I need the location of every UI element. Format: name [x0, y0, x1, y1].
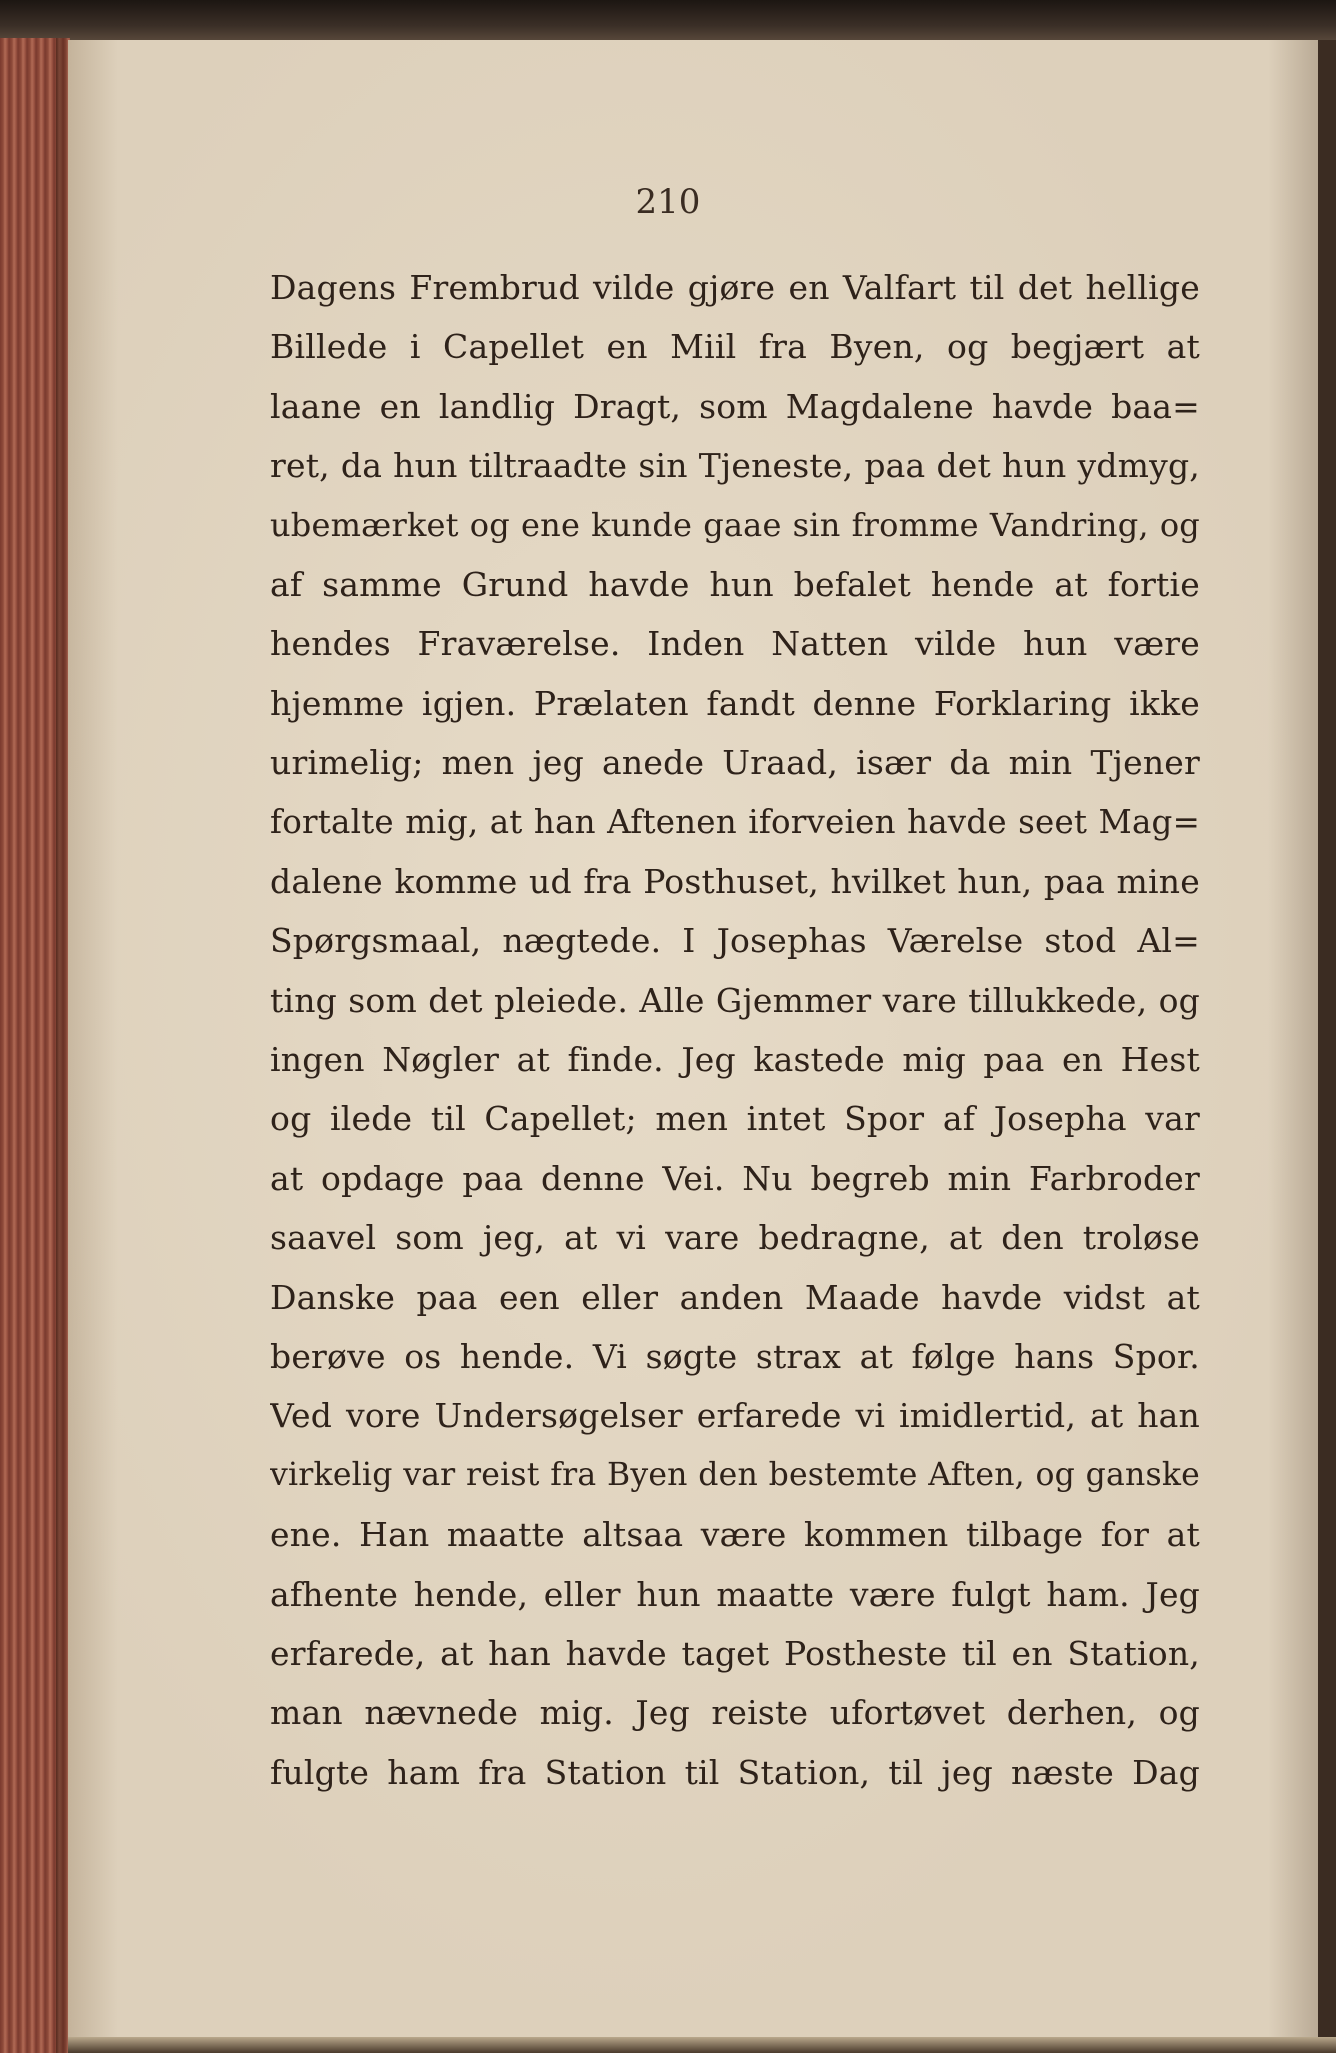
text-line: fortalte mig, at han Aftenen iforveien havde seet Mag=	[270, 802, 1200, 841]
text-line: Spørgsmaal, nægtede. I Josephas Værelse stod Al=	[270, 921, 1200, 961]
text-line: Dagens Frembrud vilde gjøre en Valfart til det hellige	[270, 268, 1200, 307]
text-line: Danske paa een eller anden Maade havde vidst at	[270, 1277, 1200, 1317]
text-line: urimelig; men jeg anede Uraad, især da min Tjener	[270, 743, 1200, 783]
text-line: fulgte ham fra Station til Station, til jeg næste Dag	[270, 1752, 1200, 1792]
text-line: man nævnede mig. Jeg reiste ufortøvet derhen, og	[270, 1693, 1200, 1733]
text-line: laane en landlig Dragt, som Magdalene havde baa=	[270, 386, 1200, 426]
page-number: 210	[635, 182, 701, 222]
text-line: erfarede, at han havde taget Postheste til en Station,	[270, 1633, 1200, 1673]
text-line: ubemærket og ene kunde gaae sin fromme Vandring, og	[270, 505, 1200, 544]
text-line: afhente hende, eller hun maatte være fulgt ham. Jeg	[270, 1574, 1200, 1614]
text-line: ene. Han maatte altsaa være kommen tilbage for at	[270, 1515, 1200, 1555]
text-line: dalene komme ud fra Posthuset, hvilket hun, paa mine	[270, 861, 1200, 901]
text-line: Ved vore Undersøgelser erfarede vi imidlertid, at han	[270, 1396, 1200, 1436]
text-line: af samme Grund havde hun befalet hende at fortie	[270, 564, 1200, 604]
text-line: ret, da hun tiltraadte sin Tjeneste, paa det hun ydmyg,	[270, 446, 1200, 486]
text-line: saavel som jeg, at vi vare bedragne, at den troløse	[270, 1218, 1200, 1258]
text-line: og ilede til Capellet; men intet Spor af Josepha var	[270, 1099, 1200, 1139]
text-line: virkelig var reist fra Byen den bestemte Aften, og ganske	[270, 1456, 1200, 1493]
text-line: hendes Fraværelse. Inden Natten vilde hun være	[270, 624, 1200, 664]
text-line: ting som det pleiede. Alle Gjemmer vare tillukkede, og	[270, 980, 1200, 1020]
text-line: hjemme igjen. Prælaten fandt denne Forklaring ikke	[270, 683, 1200, 723]
text-line: at opdage paa denne Vei. Nu begreb min Farbroder	[270, 1158, 1200, 1198]
top-binding-strip	[0, 0, 1336, 42]
text-line: Billede i Capellet en Miil fra Byen, og begjært at	[270, 327, 1200, 367]
bottom-page-edge	[68, 2037, 1336, 2053]
text-line: ingen Nøgler at finde. Jeg kastede mig paa en Hest	[270, 1040, 1200, 1080]
body-text	[270, 258, 1200, 1802]
right-binding-edge	[1318, 40, 1336, 2053]
text-line: berøve os hende. Vi søgte strax at følge hans Spor.	[270, 1337, 1200, 1377]
